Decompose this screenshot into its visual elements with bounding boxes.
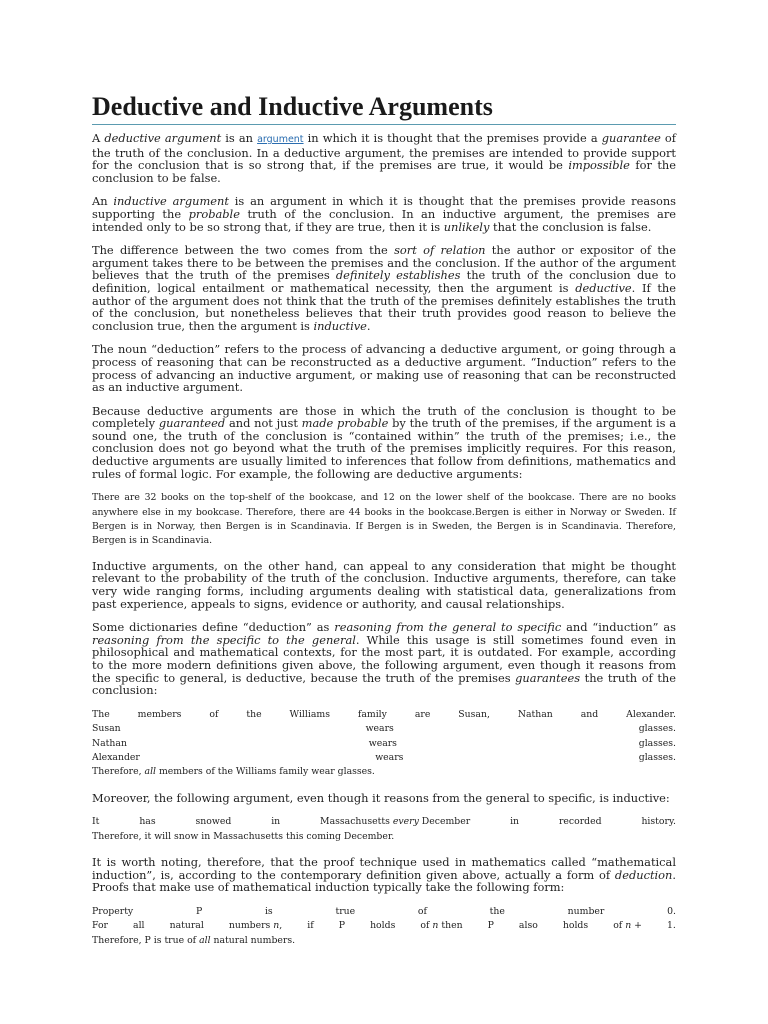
emphasis: inductive — [313, 318, 367, 333]
page-title: Deductive and Inductive Arguments — [92, 92, 676, 125]
word: Williams — [289, 708, 330, 720]
text: is an argument in which it is thought that the premises provide reasons supporting the — [92, 194, 677, 221]
example-conclusion: Therefore, it will snow in Massachusetts this coming December. — [92, 830, 395, 842]
text: Therefore, P is true of — [92, 934, 200, 946]
example-line — [92, 751, 676, 765]
example-line — [92, 722, 676, 736]
emphasis: every — [392, 816, 419, 828]
emphasis: guarantee — [601, 131, 661, 145]
word: The — [92, 708, 110, 720]
word: is — [264, 906, 273, 918]
emphasis: sort of relation — [394, 243, 486, 258]
text: for the conclusion to be false. — [92, 158, 676, 185]
text: Because deductive arguments are those in which the truth of the conclusion is thought to be completely — [92, 403, 676, 431]
emphasis: n — [432, 920, 439, 932]
word: the — [246, 708, 262, 720]
emphasis: deductive — [575, 280, 632, 295]
text: and not just — [225, 416, 302, 431]
emphasis: definitely establishes — [335, 268, 461, 283]
text: truth of the conclusion. In an inductive argument, the premises are intended only to be so strong that, if they are true, then it is — [92, 206, 677, 234]
emphasis: all — [199, 934, 211, 946]
emphasis: n — [625, 920, 632, 932]
example-line — [92, 708, 676, 722]
word: 0. — [667, 906, 676, 918]
paragraph-difference — [92, 244, 676, 332]
word: in — [271, 816, 281, 828]
text: that the conclusion is false. — [489, 219, 652, 234]
text: in which it is thought that the premises provide a — [303, 131, 602, 145]
text: the truth of the conclusion due to definition, logical entailment or mathematical necessity, then the argument is — [92, 268, 677, 295]
word: members — [137, 708, 182, 720]
word: are — [414, 708, 431, 720]
example-massachusetts-snow — [92, 815, 676, 844]
text: numbers — [228, 920, 274, 932]
text: Some dictionaries define “deduction” as — [92, 620, 335, 635]
word: Nathan — [92, 737, 127, 749]
word: holds — [370, 920, 396, 932]
text: of the truth of the conclusion. In a deductive argument, the premises are intended to provide support for the conclusion that is so strong that, if the premises are true, it would be — [92, 131, 676, 173]
word: Susan, — [458, 708, 490, 720]
example-conclusion — [92, 765, 676, 779]
emphasis: impossible — [568, 158, 630, 173]
paragraph-because — [92, 405, 676, 481]
text: Massachusetts — [320, 816, 390, 828]
word-group — [613, 919, 642, 933]
paragraph-inductive-arguments: Inductive arguments, on the other hand, can appeal to any consideration that might be thought relevant to the probability of the truth of the conclusion. Inductive arguments, therefore, can take very wide ranging forms, including arguments dealing with statistical data, generalizations from past experience, appeals to signs, evidence or authority, and causal relationships. — [92, 558, 676, 611]
text: . While this usage is still sometimes found even in philosophical and mathematical contexts, for the most part, it is outdated. For example, according to the more modern definitions given above, the following argument, even though it reasons from the specific to general, is deductive, because the truth of the premises — [92, 632, 676, 685]
text: . If the author of the argument does not think that the truth of the premises definitely establishes the truth of the conclusion, but nonetheless believes that their truth provides good reason to believe the conclusion true, then the argument is — [92, 280, 676, 333]
text: natural numbers. — [210, 934, 296, 946]
word: Alexander — [92, 752, 140, 764]
emphasis: guaranteed — [158, 416, 226, 431]
text: of — [613, 920, 626, 932]
word: glasses. — [638, 737, 676, 749]
word: wears — [368, 737, 397, 749]
text: . — [366, 318, 371, 333]
word-group — [420, 919, 462, 933]
word: For — [92, 920, 108, 932]
word: in — [510, 816, 520, 828]
text: , — [279, 920, 283, 932]
word: family — [357, 708, 387, 720]
word: Nathan — [517, 708, 553, 720]
word-group — [229, 919, 282, 933]
word: It — [92, 816, 100, 828]
word: all — [133, 920, 145, 932]
paragraph-deductive-definition — [92, 132, 676, 184]
text: the truth of the conclusion: — [92, 670, 676, 698]
text: of — [420, 920, 433, 932]
text: is an — [221, 131, 258, 145]
word: of — [417, 906, 427, 918]
word: glasses. — [638, 723, 676, 735]
word: P — [487, 920, 494, 932]
text: by the truth of the premises, if the argument is a sound one, the truth of the conclusion is “contained within” the truth of the premises; i.e., the conclusion does not go beyond what the truth of the premises implicitly requires. For this reason, deductive arguments are usually limited to inferences that follow from definitions, mathematics and rules of formal logic. For example, the following are deductive arguments: — [92, 416, 676, 481]
word: Susan — [92, 723, 121, 735]
word: of — [209, 708, 219, 720]
example-deductive-arguments: There are 32 books on the top-shelf of the bookcase, and 12 on the lower shelf of the bookcase. There are no books anywhere else in my bookcase. Therefore, there are 44 books in the bookcase.Bergen is either in Norway or Sweden. If Bergen is in Norway, then Bergen is in Scandinavia. If Bergen is in Sweden, the Bergen is in Scandinavia. Therefore, Bergen is in Scandinavia. — [92, 492, 676, 547]
article-body — [92, 132, 676, 960]
emphasis: made probable — [301, 416, 389, 431]
word: has — [139, 816, 156, 828]
emphasis: reasoning from the specific to the general — [92, 632, 356, 647]
word: P — [338, 920, 346, 932]
word: if — [307, 920, 314, 932]
emphasis: n — [273, 920, 280, 932]
emphasis: all — [144, 766, 157, 778]
emphasis: inductive argument — [113, 194, 229, 209]
text: then — [438, 920, 463, 932]
word: P — [195, 906, 203, 918]
text: A — [92, 131, 105, 145]
emphasis: reasoning from the general to specific — [334, 620, 562, 635]
word: snowed — [195, 816, 232, 828]
text: The difference between the two comes from the — [92, 243, 395, 258]
word: and — [580, 708, 599, 720]
text: It is worth noting, therefore, that the proof technique used in mathematics called “mathematical induction”, is, according to the contemporary definition given above, actually a form of — [92, 855, 676, 882]
example-line — [92, 919, 676, 933]
paragraph-mathematical-induction — [92, 856, 676, 894]
emphasis: unlikely — [443, 219, 490, 234]
word: history. — [641, 816, 676, 828]
word: wears — [375, 752, 404, 764]
paragraph-dictionaries — [92, 621, 676, 697]
paragraph-noun-deduction: The noun “deduction” refers to the process of advancing a deductive argument, or going through a process of reasoning that can be reconstructed as a deductive argument. “Induction” refers to the process of advancing an inductive argument, or making use of reasoning that can be reconstructed as an inductive argument. — [92, 342, 676, 395]
argument-link[interactable]: argument — [257, 134, 304, 145]
word: Alexander. — [626, 708, 676, 720]
word: holds — [562, 920, 589, 932]
text: the author or expositor of the argument takes there to be between the premises and the conclusion. If the author of the argument believes that the truth of the premises — [92, 243, 677, 283]
emphasis: probable — [188, 206, 240, 221]
example-line — [92, 905, 676, 919]
text: December — [421, 816, 471, 828]
emphasis: guarantees — [515, 670, 581, 685]
text: An — [92, 194, 114, 209]
emphasis: deductive argument — [104, 131, 222, 145]
word: recorded — [558, 816, 602, 828]
paragraph-moreover: Moreover, the following argument, even though it reasons from the general to specific, is inductive: — [92, 790, 670, 805]
text: + — [631, 920, 642, 932]
paragraph-inductive-definition — [92, 195, 676, 233]
text: and “induction” as — [561, 620, 677, 635]
word: number — [567, 906, 605, 918]
word: 1. — [666, 920, 676, 932]
word: Property — [92, 906, 134, 918]
word: the — [489, 906, 505, 918]
example-induction-proof — [92, 905, 676, 948]
example-williams-family — [92, 708, 676, 780]
emphasis: deduction — [614, 867, 673, 882]
word: wears — [365, 723, 394, 735]
example-line — [92, 815, 676, 829]
text: Therefore, — [92, 766, 145, 778]
word: also — [518, 920, 538, 932]
word: true — [335, 906, 356, 918]
text: members of the Williams family wear glasses. — [156, 766, 375, 778]
word: natural — [169, 920, 204, 932]
text: . Proofs that make use of mathematical induction typically take the following form: — [92, 867, 676, 895]
example-conclusion — [92, 934, 676, 948]
example-line — [92, 737, 676, 751]
word-group — [320, 815, 470, 829]
word: glasses. — [638, 752, 676, 764]
